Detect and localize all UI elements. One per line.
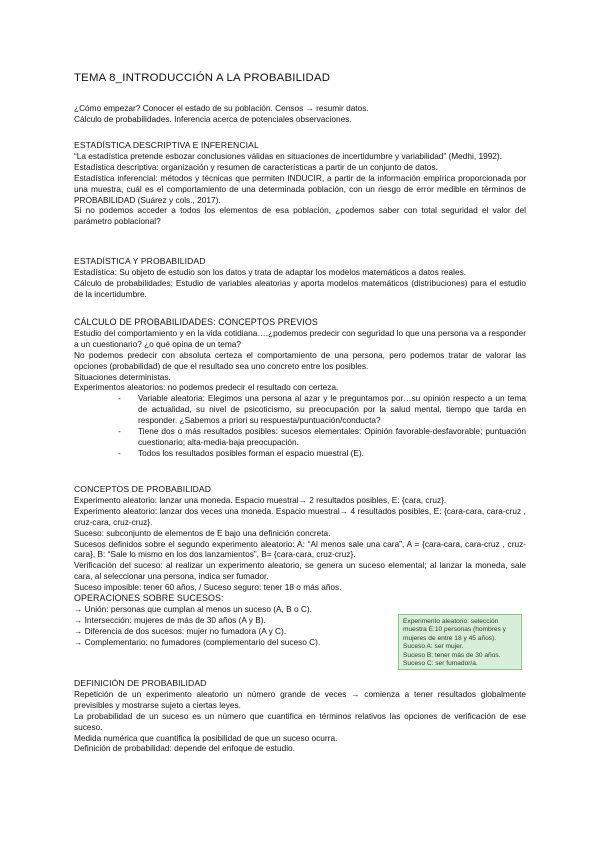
bullet-list	[74, 393, 526, 458]
list-item-text: Todos los resultados posibles forman el espacio muestral (E).	[138, 447, 364, 458]
paragraph: Experimentos aleatorios: no podemos predecir el resultado con certeza.	[74, 382, 339, 393]
operation-item: → Unión: personas que cumplan al menos un suceso (A, B o C).	[74, 603, 312, 614]
example-callout-box	[398, 614, 522, 670]
section-definicion-probabilidad	[74, 678, 526, 754]
paragraph: Experimento aleatorio: lanzar dos veces una moneda. Espacio muestral→ 4 resultados posibles, E: {cara-cara, cara-cruz , cruz-cara, cruz-cruz}.	[74, 505, 526, 527]
paragraph: No podemos predecir con absoluta certeza el comportamiento de una persona, pero podemos tratar de valorar las opciones (probabilidad) de que el resultado sea uno concreto entre los posibles.	[74, 349, 526, 371]
paragraph: Repetición de un experimento aleatorio un número grande de veces → comienza a tener resultados globalmente previsibles y mostrarse sujeto a ciertas leyes.	[74, 688, 526, 710]
callout-line: Suceso C: ser fumador/a.	[403, 660, 478, 668]
paragraph: Estadística descriptiva: organización y resumen de características a partir de un conjunto de datos.	[74, 161, 438, 172]
paragraph: Verificación del suceso: al realizar un experimento aleatorio, se genera un suceso elemental; al lanzar la moneda, sale cara, al seleccionar una persona, indica ser fumador.	[74, 560, 526, 582]
list-item	[74, 426, 526, 448]
section-heading: CÁLCULO DE PROBABILIDADES: CONCEPTOS PREVIOS	[74, 317, 318, 327]
section-heading: ESTADÍSTICA Y PROBABILIDAD	[74, 256, 206, 266]
section-heading: DEFINICIÓN DE PROBABILIDAD	[74, 678, 207, 688]
operation-item: → Intersección: mujeres de más de 30 años (A y B).	[74, 614, 266, 625]
paragraph: “La estadística pretende esbozar conclusiones válidas en situaciones de incertidumbre y variabilidad” (Medhi, 1992).	[74, 150, 502, 161]
paragraph: Si no podemos acceder a todos los elementos de esa población, ¿podemos saber con total seguridad el valor del parámetro poblacional?	[74, 205, 526, 227]
intro-block	[74, 103, 526, 125]
paragraph: Estudio del comportamiento y en la vida cotidiana….¿podemos predecir con seguridad lo que una persona va a responder a un cuestionario? ¿o qué opina de un tema?	[74, 327, 526, 349]
callout-line: Suceso A: ser mujer.	[403, 643, 464, 651]
callout-line: Experimento aleatorio: selección muestra E:10 personas (hombres y mujeres de entre 18 y 45 años).	[403, 618, 506, 642]
paragraph: Sucesos definidos sobre el segundo experimento aleatorio: A: “Al menos sale una cara”, A = {cara-cara, cara-cruz , cruz-cara}, B: “Sale lo mismo en los dos lanzamientos”, B= {cara-cara, cruz-cruz}.	[74, 538, 526, 560]
page-title: TEMA 8_INTRODUCCIÓN A LA PROBABILIDAD	[74, 72, 331, 84]
list-item	[74, 448, 526, 459]
dash-bullet: -	[118, 393, 121, 404]
callout-line: Suceso B: tener más de 30 años.	[403, 651, 501, 659]
intro-line: ¿Cómo empezar? Conocer el estado de su población. Censos → resumir datos.	[74, 103, 369, 113]
section-conceptos-previos	[74, 317, 526, 459]
paragraph: Definición de probabilidad: depende del enfoque de estudio.	[74, 743, 295, 754]
section-descriptiva-inferencial	[74, 140, 526, 227]
paragraph: Experimento aleatorio: lanzar una moneda. Espacio muestral→ 2 resultados posibles, E: {cara, cruz}.	[74, 494, 447, 505]
list-item	[74, 393, 526, 426]
paragraph: Suceso: subconjunto de elementos de E bajo una definición concreta.	[74, 527, 331, 538]
subsection-heading: OPERACIONES SOBRE SUCESOS:	[74, 593, 224, 604]
paragraph: La probabilidad de un suceso es un número que cuantifica en términos relativos las opciones de verificación de ese suceso.	[74, 710, 526, 732]
paragraph: Estadística: Su objeto de estudio son los datos y trata de adaptar los modelos matemáticos a datos reales.	[74, 266, 467, 277]
paragraph: Medida numérica que cuantifica la posibilidad de que un suceso ocurra.	[74, 732, 338, 743]
section-heading: CONCEPTOS DE PROBABILIDAD	[74, 484, 212, 494]
section-heading: ESTADÍSTICA DESCRIPTIVA E INFERENCIAL	[74, 140, 259, 150]
paragraph: Estadística inferencial: métodos y técnicas que permiten INDUCIR, a partir de la información empírica proporcionada por una muestra, cuál es el comportamiento de una determinada población, con un riesgo de error medible en términos de PROBABILIDAD (Suárez y cols., 2017).	[74, 172, 526, 205]
operations-list	[74, 604, 409, 648]
list-item-text: Tiene dos o más resultados posibles: sucesos elementales: Opinión favorable-desfavorable; puntuación cuestionario; alta-media-baja preocupación.	[138, 426, 526, 447]
paragraph: Situaciones deterministas.	[74, 371, 171, 382]
dash-bullet: -	[118, 426, 121, 437]
list-item-text: Variable aleatoria: Elegimos una persona al azar y le preguntamos por…su opinión respecto a un tema de actualidad, su nivel de psicoticismo, su preocupación por la salud mental, tiempo que tarda en responder. ¿Sabemos a priori su respuesta/puntuación/conducta?	[138, 393, 526, 426]
paragraph: Cálculo de probabilidades: Estudio de variables aleatorias y aporta modelos matemáticos (distribuciones) para el estudio de la incertidumbre.	[74, 277, 526, 299]
section-estadistica-probabilidad	[74, 256, 526, 300]
paragraph: Suceso imposible: tener 60 años, / Suceso seguro: tener 18 o más años.	[74, 582, 342, 593]
operation-item: → Diferencia de dos sucesos: mujer no fumadora (A y C).	[74, 625, 287, 636]
intro-line: Cálculo de probabilidades. Inferencia acerca de potenciales observaciones.	[74, 113, 352, 124]
dash-bullet: -	[118, 447, 121, 458]
operation-item: → Complementario: no fumadores (complementario del suceso C).	[74, 636, 321, 647]
